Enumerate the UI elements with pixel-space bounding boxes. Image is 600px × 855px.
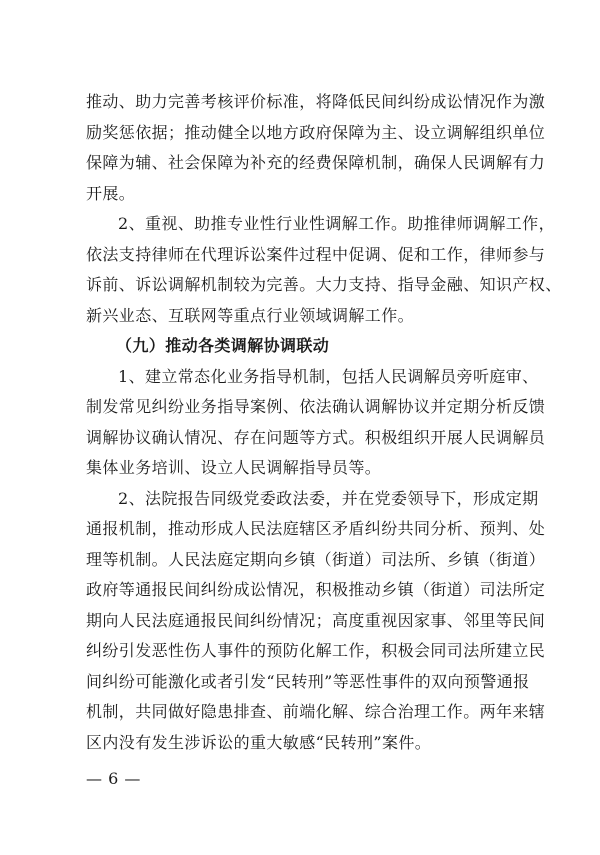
- text-line: 机制，共同做好隐患排查、前端化解、综合治理工作。两年来辖: [86, 702, 546, 721]
- page-number: — 6 —: [86, 769, 141, 788]
- paragraph: [86, 87, 546, 209]
- document-body: [86, 87, 562, 758]
- text-line: 期向人民法庭通报民间纠纷情况；高度重视因家事、邻里等民间: [86, 610, 546, 630]
- text-line: 2、法院报告同级党委政法委，并在党委领导下，形成定期: [118, 488, 539, 508]
- text-line: 新兴业态、互联网等重点行业领域调解工作。: [86, 305, 415, 325]
- paragraph: [86, 209, 562, 331]
- text-line: 通报机制，推动形成人民法庭辖区矛盾纠纷共同分析、预判、处: [86, 519, 546, 538]
- text-line: 制发常见纠纷业务指导案例、依法确认调解协议并定期分析反馈: [86, 397, 546, 416]
- text-line: 区内没有发生涉诉讼的重大敏感“民转刑”案件。: [86, 732, 432, 752]
- text-line: 调解协议确认情况、存在问题等方式。积极组织开展人民调解员: [86, 427, 546, 447]
- text-line: 纠纷引发恶性伤人事件的预防化解工作，积极会同司法所建立民: [86, 641, 546, 660]
- text-line: 诉前、诉讼调解机制较为完善。大力支持、指导金融、知识产权、: [86, 275, 562, 294]
- text-line: 推动、助力完善考核评价标准，将降低民间纠纷成讼情况作为激: [86, 92, 546, 111]
- text-line: 1、建立常态化业务指导机制，包括人民调解员旁听庭审、: [118, 366, 539, 386]
- text-line: 依法支持律师在代理诉讼案件过程中促调、促和工作，律师参与: [86, 244, 546, 264]
- section-heading: （九）推动各类调解协调联动: [116, 336, 330, 355]
- text-line: 励奖惩依据；推动健全以地方政府保障为主、设立调解组织单位: [86, 122, 546, 142]
- text-line: 保障为辅、社会保障为补充的经费保障机制，确保人民调解有力: [86, 153, 546, 172]
- text-line: 间纠纷可能激化或者引发“民转刑”等恶性事件的双向预警通报: [86, 671, 530, 691]
- text-line: 政府等通报民间纠纷成讼情况，积极推动乡镇（街道）司法所定: [86, 580, 546, 599]
- text-line: 2、重视、助推专业性行业性调解工作。助推律师调解工作，: [118, 214, 555, 233]
- paragraph: [86, 362, 546, 484]
- text-line: 理等机制。人民法庭定期向乡镇（街道）司法所、乡镇（街道）: [86, 549, 546, 569]
- text-line: 集体业务培训、设立人民调解指导员等。: [86, 458, 382, 477]
- paragraph: [86, 484, 546, 759]
- text-line: 开展。: [86, 183, 136, 203]
